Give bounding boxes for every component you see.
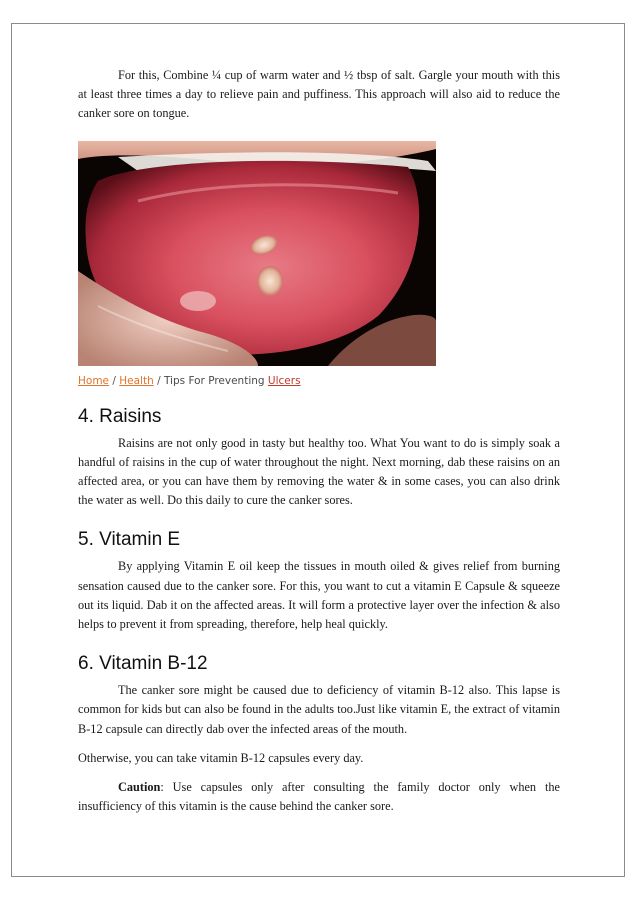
breadcrumb-current-prefix: Tips For Preventing (163, 374, 265, 387)
breadcrumb (78, 375, 560, 387)
section-heading-raisins: 4. Raisins (78, 405, 162, 427)
article-body (78, 66, 560, 816)
vitamin-e-paragraph: By applying Vitamin E oil keep the tissues in mouth oiled & gives relief from burning sensation caused due to the canker sore. For this, you want to cut a vitamin E Capsule & squeeze out its liquid. Dab it on the affected areas. It will form a protective layer over the infection & also helps to prevent it from spreading, therefore, help heal quickly. (78, 559, 560, 632)
canker-sore-photo (78, 141, 436, 366)
breadcrumb-health-link[interactable]: Health (119, 374, 154, 387)
caution-label: Caution (118, 780, 161, 795)
canker-sore-image (78, 141, 436, 366)
vitamin-b12-paragraph: The canker sore might be caused due to deficiency of vitamin B-12 also. This lapse is common for kids but can also be found in the adults too.Just like vitamin E, the extract of vitamin B-12 capsule can directly dab over the infected areas of the mouth. (78, 683, 560, 736)
raisins-paragraph: Raisins are not only good in tasty but healthy too. What You want to do is simply soak a handful of raisins in the cup of water throughout the night. Next morning, dab these raisins on an affected area, or you can have them by removing the water & in some cases, you can also drink the water as well. Do this daily to cure the canker sores. (78, 435, 560, 508)
caution-text: : Use capsules only after consulting the family doctor only when the insufficiency of this vitamin is the cause behind the canker sore. (78, 780, 560, 814)
breadcrumb-ulcers-link[interactable]: Ulcers (267, 374, 301, 387)
section-heading-vitamin-e: 5. Vitamin E (78, 529, 181, 551)
section-heading-vitamin-b12: 6. Vitamin B-12 (78, 653, 208, 675)
breadcrumb-separator: / (157, 374, 161, 387)
vitamin-b12-daily-paragraph: Otherwise, you can take vitamin B-12 capsules every day. (78, 750, 364, 765)
caution-paragraph (78, 778, 560, 816)
intro-paragraph: For this, Combine ¼ cup of warm water and ½ tbsp of salt. Gargle your mouth with this at least three times a day to relieve pain and puffiness. This approach will also aid to reduce the canker sore on tongue. (78, 68, 560, 121)
breadcrumb-home-link[interactable]: Home (78, 374, 110, 387)
breadcrumb-separator: / (112, 374, 116, 387)
